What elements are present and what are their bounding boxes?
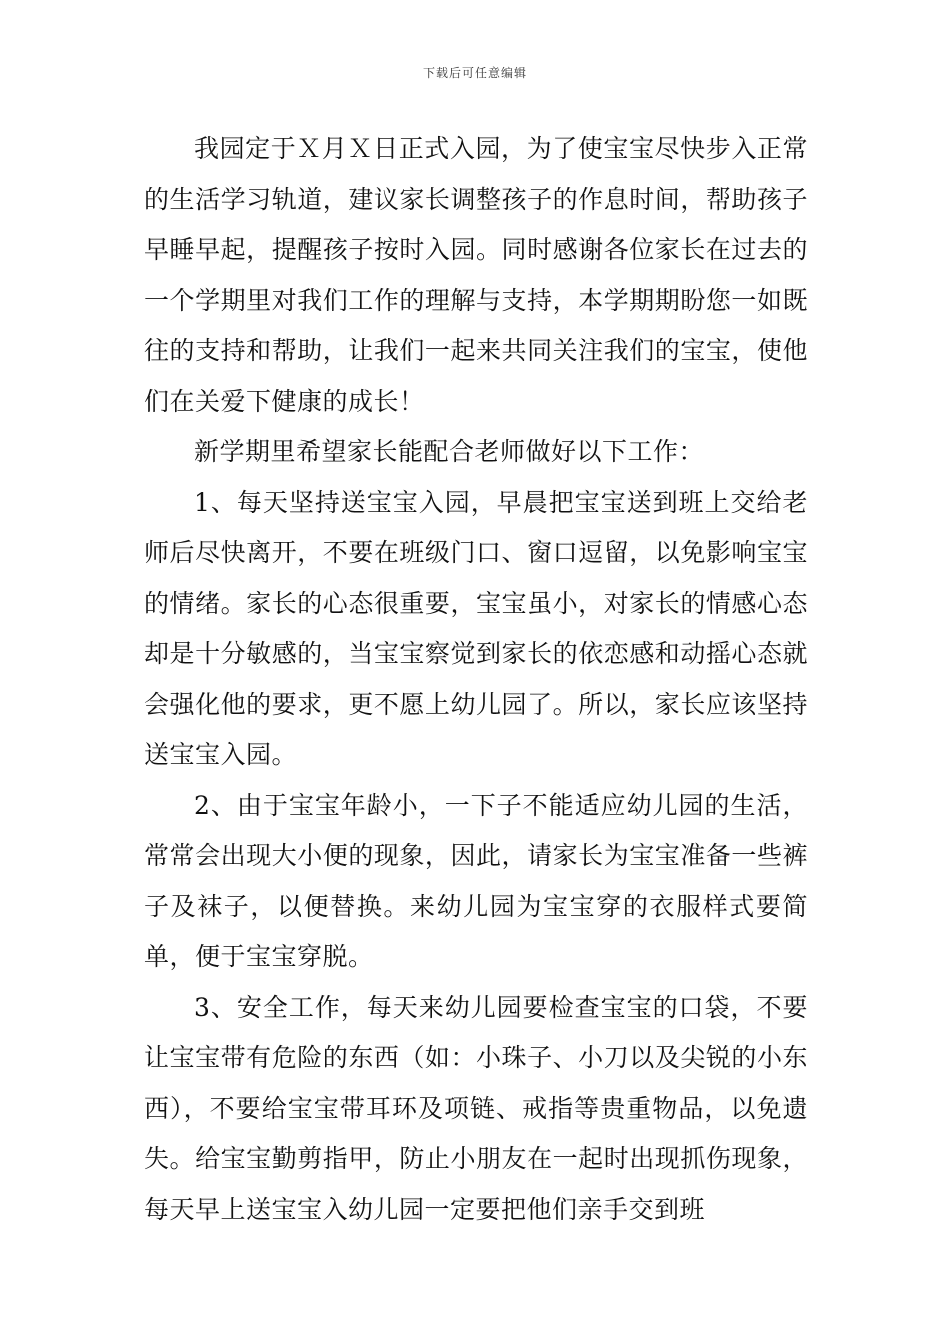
paragraph-item-1: 1、每天坚持送宝宝入园，早晨把宝宝送到班上交给老师后尽快离开，不要在班级门口、窗口逗留，以免影响宝宝的情绪。家长的心态很重要，宝宝虽小，对家长的情感心态却是十分敏感的，当宝宝察觉到家长的依恋感和动摇心态就会强化他的要求，更不愿上幼儿园了。所以，家长应该坚持送宝宝入园。 bbox=[144, 487, 808, 769]
document-body bbox=[144, 124, 808, 1235]
paragraph-item-3: 3、安全工作，每天来幼儿园要检查宝宝的口袋，不要让宝宝带有危险的东西（如：小珠子、小刀以及尖锐的小东西），不要给宝宝带耳环及项链、戒指等贵重物品，以免遗失。给宝宝勤剪指甲，防止小朋友在一起时出现抓伤现象，每天早上送宝宝入幼儿园一定要把他们亲手交到班 bbox=[144, 992, 808, 1224]
paragraph-intro: 我园定于Ｘ月Ｘ日正式入园，为了使宝宝尽快步入正常的生活学习轨道，建议家长调整孩子的作息时间，帮助孩子早睡早起，提醒孩子按时入园。同时感谢各位家长在过去的一个学期里对我们工作的理解与支持，本学期期盼您一如既往的支持和帮助，让我们一起来共同关注我们的宝宝，使他们在关爱下健康的成长！ bbox=[144, 134, 808, 416]
page-header-note: 下载后可任意编辑 bbox=[422, 66, 527, 80]
paragraph-request-heading: 新学期里希望家长能配合老师做好以下工作： bbox=[194, 437, 705, 466]
paragraph-item-2: 2、由于宝宝年龄小，一下子不能适应幼儿园的生活，常常会出现大小便的现象，因此，请家长为宝宝准备一些裤子及袜子，以便替换。来幼儿园为宝宝穿的衣服样式要简单，便于宝宝穿脱。 bbox=[144, 790, 808, 971]
